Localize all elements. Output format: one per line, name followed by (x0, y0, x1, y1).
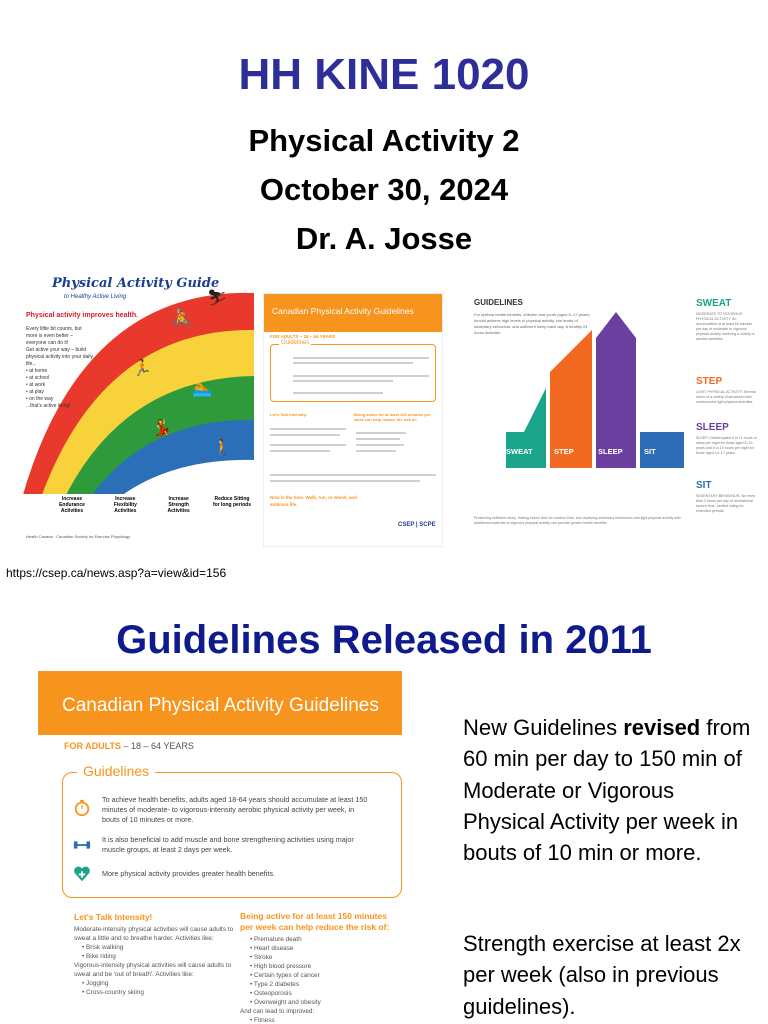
audience-label: FOR ADULTS (64, 741, 121, 751)
list-item: • Fitness (250, 1016, 400, 1024)
doc-guidelines-box (270, 340, 436, 402)
slide2-title: Guidelines Released in 2011 (116, 618, 652, 662)
sleep-heading: SLEEP (696, 422, 729, 433)
vigorous-intensity-text: Vigorous-intensity physical activities will cause adults to sweat and be 'out of breath'. Activities like: (74, 962, 232, 978)
sit-bar-label: SIT (644, 447, 656, 456)
audience-range: – 18 – 64 YEARS (121, 741, 194, 751)
doc-audience (64, 741, 194, 751)
stopwatch-icon (72, 799, 92, 817)
instructor-name: Dr. A. Josse (295, 221, 473, 256)
list-item: • Bike riding (82, 952, 234, 961)
cyclist-icon: 🚴 (172, 310, 192, 327)
sleep-bar-label: SLEEP (598, 447, 623, 456)
poster-columns (52, 496, 252, 514)
activity-bars-graphic (470, 290, 694, 552)
walker-icon: 🚶 (212, 440, 232, 457)
list-item: • Stroke (250, 953, 400, 962)
poster-tagline: Physical activity improves health. (26, 312, 139, 319)
doc-risk-heading: Being active for at least 150 minutes per week can help reduce the risk of: (354, 412, 431, 422)
list-item: • Osteoporosis (250, 989, 400, 998)
dancer-icon: 💃 (152, 420, 172, 437)
sweat-description: MODERATE TO VIGOROUS PHYSICAL ACTIVITY. An accumulation of at least 60 minutes per day of moderate to vigorous physical activity involving a variety of aerobic activities. (696, 312, 755, 341)
poster-column: Increase Flexibility Activities (113, 496, 137, 514)
list-item: • High blood pressure (250, 962, 400, 971)
list-item: • Type 2 diabetes (250, 980, 400, 989)
guideline-strength: It is also beneficial to add muscle and bone strengthening activities using major muscle groups, at least 2 days per week. (102, 835, 354, 854)
lecture-topic: Physical Activity 2 (248, 123, 520, 158)
source-url: https://csep.ca/news.asp?a=view&id=156 (6, 566, 227, 580)
doc-intensity-heading: Let's Talk Intensity! (270, 412, 307, 417)
guidelines-intro: For optimal health benefits, children and youth (aged 5–17 years) should achieve high levels of physical activity, low levels of sedentary behaviour, and sufficient sleep each day. A healthy 24 hours includes: (474, 312, 590, 335)
strength-paragraph: Strength exercise at least 2x per week (also in previous guidelines). (463, 931, 741, 1019)
list-item: • Certain types of cancer (250, 971, 400, 980)
doc-audience: FOR ADULTS – 18 – 64 YEARS (270, 334, 336, 339)
list-item: • Heart disease (250, 944, 400, 953)
poster-body: Every little bit counts, but more is even better – everyone can do it! Get active your way – build physical activity into your daily life... • at home • at school • at work • at play • on the way ...that's active living! (26, 326, 93, 409)
guidelines-footer: Preserving sufficient sleep, trading indoor time for outdoor time, and replacing sedentary behaviours and light physical activity with additional moderate to vigorous physical activity can provide greater health benefits. (474, 516, 681, 525)
guidelines-document (38, 671, 402, 1024)
step-bar-label: STEP (554, 447, 574, 456)
improve-text: And can lead to improved: (240, 1008, 315, 1015)
poster-subheader: to Healthy Active Living (64, 294, 127, 300)
intensity-column (74, 925, 234, 997)
poster-footer: Health Canada · Canadian Society for Exercise Physiology (26, 534, 131, 539)
list-item: • Brisk walking (82, 943, 234, 952)
sit-description: SEDENTARY BEHAVIOUR. No more than 2 hours per day of recreational screen time. Limited sitting for extended periods. (696, 494, 756, 513)
revision-text-a: New Guidelines (463, 715, 624, 740)
sit-heading: SIT (696, 480, 712, 491)
guideline-more: More physical activity provides greater health benefits. (102, 869, 275, 878)
dumbbell-icon (72, 836, 92, 854)
list-item: • Premature death (250, 935, 400, 944)
revision-bold: revised (623, 715, 701, 740)
list-item: • Jogging (82, 979, 234, 988)
course-title: HH KINE 1020 (238, 50, 530, 99)
doc-box-heading: Guidelines (281, 340, 310, 346)
risk-column (240, 935, 400, 1024)
swimmer-icon: 🏊 (192, 380, 212, 397)
list-item: • Cross-country skiing (82, 988, 234, 997)
lecture-date: October 30, 2024 (259, 172, 509, 207)
revision-text-b: from 60 min per day to 150 min of Moderate or Vigorous Physical Activity per week in bouts of 10 min or more. (463, 715, 751, 866)
sleep-description: SLEEP. Uninterrupted 9 to 11 hours of sleep per night for those aged 5–13 years and 8 to 10 hours per night for those aged 14–17 years. (696, 436, 757, 455)
skier-icon: ⛷ (207, 290, 228, 307)
poster-header: Physical Activity Guide (52, 276, 220, 291)
guideline-aerobic: To achieve health benefits, adults aged 18-64 years should accumulate at least 150 minutes of moderate- to vigorous-intensity aerobic physical activity per week, in bouts of 10 minutes or more. (102, 795, 368, 824)
sweat-bar-label: SWEAT (506, 447, 533, 456)
step-heading: STEP (696, 376, 723, 387)
runner-icon: 🏃 (132, 360, 152, 377)
csep-logo: CSEP | SCPE (398, 522, 436, 528)
guidelines-heading: GUIDELINES (474, 298, 523, 307)
heart-plus-icon (72, 865, 92, 883)
24-hour-guidelines-thumbnail (470, 290, 760, 552)
intensity-heading: Let's Talk Intensity! (74, 912, 153, 922)
list-item: • Overweight and obesity (250, 998, 400, 1007)
revision-paragraph (463, 712, 753, 868)
moderate-intensity-text: Moderate-intensity physical activities will cause adults to sweat a little and to breathe harder. Activities like: (74, 926, 234, 942)
doc-title: Canadian Physical Activity Guidelines (272, 306, 414, 316)
guidelines-doc-thumbnail (263, 293, 443, 547)
poster-column: Reduce Sitting for long periods (212, 496, 252, 508)
guidelines-box-heading: Guidelines (77, 763, 155, 779)
doc-call-to-action: Now is the time. Walk, run, or wheel, and embrace life. (270, 495, 357, 507)
activity-guide-poster (22, 268, 254, 552)
poster-column: Increase Strength Activities (167, 496, 190, 514)
sweat-heading: SWEAT (696, 298, 732, 309)
doc-title: Canadian Physical Activity Guidelines (62, 695, 379, 716)
poster-column: Increase Endurance Activities (59, 496, 85, 514)
risk-heading: Being active for at least 150 minutes per week can help reduce the risk of: (240, 911, 390, 932)
step-description: LIGHT PHYSICAL ACTIVITY. Several hours of a variety of structured and unstructured light physical activities. (696, 390, 756, 404)
